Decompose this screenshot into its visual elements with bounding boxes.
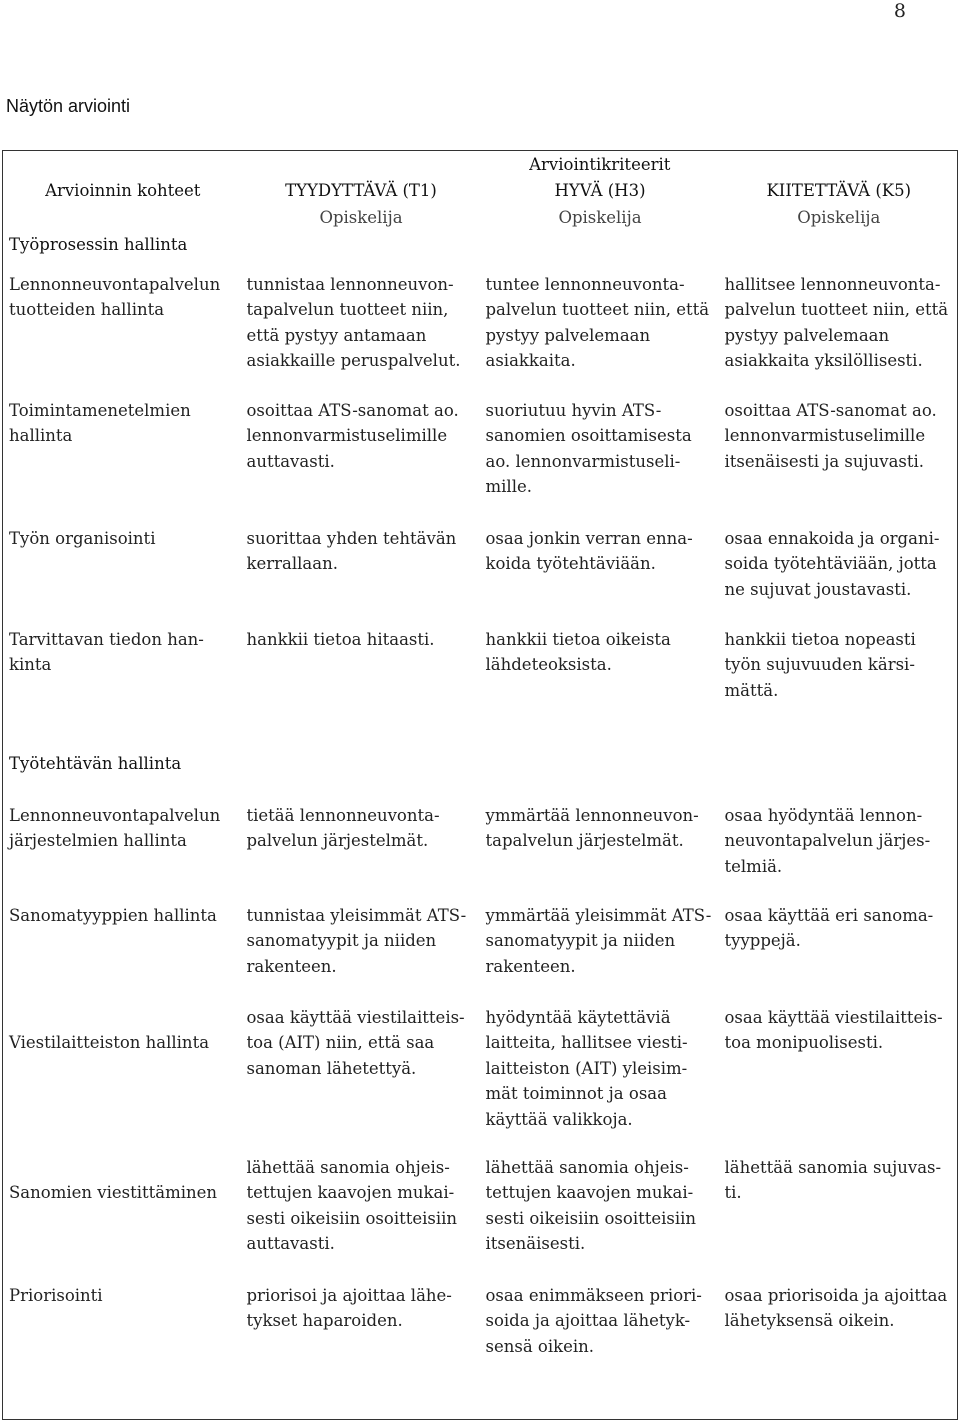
criterion-k5: osaa priorisoida ja ajoittaa lähetyksensä oikein. — [724, 1285, 948, 1330]
table-row — [3, 627, 958, 751]
assessment-target: Lennonneuvontapalvelun tuotteiden hallinta — [9, 274, 221, 319]
criterion-t1: osaa käyttää viestilaitteis-toa (AIT) niin, että saa sanoman lähetettyä. — [246, 1007, 465, 1078]
criterion-h3: hyödyntää käytettäviä laitteita, hallitsee viesti-laitteiston (AIT) yleisim-mät toiminnot ja osaa käyttää valikkoja. — [485, 1007, 688, 1129]
criterion-k5: hallitsee lennonneuvonta-palvelun tuotteet niin, että pystyy palvelemaan asiakkaita yksilöllisesti. — [724, 274, 949, 370]
level-header-t1: TYYDYTTÄVÄ (T1) — [285, 180, 437, 200]
criterion-t1: tunnistaa lennonneuvon-tapalvelun tuotteet niin, että pystyy antamaan asiakkaille peruspalvelut. — [246, 274, 461, 370]
criterion-h3: osaa jonkin verran enna-koida työtehtäviään. — [485, 528, 693, 573]
table-row — [3, 1283, 958, 1420]
subheader-h3: Opiskelija — [558, 207, 642, 227]
criterion-k5: osaa käyttää eri sanoma-tyyppejä. — [724, 905, 934, 950]
criterion-t1: hankkii tietoa hitaasti. — [246, 629, 435, 649]
criterion-h3: lähettää sanomia ohjeis-tettujen kaavojen mukai-sesti oikeisiin osoitteisiin itsenäisesti. — [485, 1157, 697, 1253]
criterion-k5: osaa hyödyntää lennon-neuvontapalvelun järjes-telmiä. — [724, 805, 931, 876]
criterion-h3: suoriutuu hyvin ATS-sanomien osoittamisesta ao. lennonvarmistuseli-mille. — [485, 400, 692, 496]
section-heading: Näytön arviointi — [6, 96, 131, 116]
criterion-t1: tunnistaa yleisimmät ATS-sanomatyypit ja niiden rakenteen. — [246, 905, 467, 976]
subheader-k5: Opiskelija — [797, 207, 881, 227]
assessment-target: Sanomatyyppien hallinta — [9, 905, 217, 925]
criterion-h3: tuntee lennonneuvonta-palvelun tuotteet niin, että pystyy palvelemaan asiakkaita. — [485, 274, 710, 370]
level-header-row — [3, 178, 958, 205]
assessment-target: Lennonneuvontapalvelun järjestelmien hallinta — [9, 805, 221, 850]
table-row — [3, 803, 958, 903]
group-title: Työtehtävän hallinta — [9, 753, 182, 773]
table-row — [3, 398, 958, 526]
criterion-k5: lähettää sanomia sujuvas-ti. — [724, 1157, 942, 1202]
criterion-k5: osaa käyttää viestilaitteis-toa monipuolisesti. — [724, 1007, 943, 1052]
table-row — [3, 272, 958, 398]
table-row — [3, 526, 958, 627]
criteria-title: Arviointikriteerit — [529, 155, 671, 174]
assessment-target: Työn organisointi — [9, 528, 156, 548]
assessment-criteria-table — [2, 150, 958, 1420]
criterion-h3: ymmärtää lennonneuvon-tapalvelun järjestelmät. — [485, 805, 699, 850]
level-header-k5: KIITETTÄVÄ (K5) — [766, 180, 912, 200]
group-title: Työprosessin hallinta — [9, 234, 188, 254]
level-header-h3: HYVÄ (H3) — [554, 180, 646, 200]
assessment-target: Priorisointi — [9, 1285, 103, 1305]
criterion-t1: lähettää sanomia ohjeis-tettujen kaavojen mukai-sesti oikeisiin osoitteisiin auttavasti. — [246, 1157, 458, 1253]
criterion-h3: hankkii tietoa oikeista lähdeteoksista. — [485, 629, 671, 674]
subheader-t1: Opiskelija — [319, 207, 403, 227]
table-row — [3, 1155, 958, 1283]
criterion-h3: ymmärtää yleisimmät ATS-sanomatyypit ja niiden rakenteen. — [485, 905, 712, 976]
criterion-t1: osoittaa ATS-sanomat ao. lennonvarmistuselimille auttavasti. — [246, 400, 459, 471]
assessment-target: Sanomien viestittäminen — [9, 1182, 218, 1202]
target-header: Arvioinnin kohteet — [45, 180, 201, 200]
criterion-k5: osoittaa ATS-sanomat ao. lennonvarmistuselimille itsenäisesti ja sujuvasti. — [724, 400, 937, 471]
criterion-k5: hankkii tietoa nopeasti työn sujuvuuden kärsi-mättä. — [724, 629, 916, 700]
group-heading-row — [3, 751, 958, 803]
criteria-title-row — [3, 151, 958, 178]
table-row — [3, 903, 958, 1005]
assessment-target: Toimintamenetelmien hallinta — [9, 400, 191, 445]
table-row — [3, 1005, 958, 1155]
student-subheader-row — [3, 205, 958, 232]
assessment-target: Tarvittavan tiedon han-kinta — [9, 629, 204, 674]
group-heading-row — [3, 232, 958, 272]
page-number: 8 — [893, 0, 906, 22]
criterion-k5: osaa ennakoida ja organi-soida työtehtäviään, jotta ne sujuvat joustavasti. — [724, 528, 940, 599]
criterion-t1: tietää lennonneuvonta-palvelun järjestelmät. — [246, 805, 440, 850]
assessment-target: Viestilaitteiston hallinta — [9, 1032, 210, 1052]
criterion-h3: osaa enimmäkseen priori-soida ja ajoittaa lähetyk-sensä oikein. — [485, 1285, 702, 1356]
criterion-t1: priorisoi ja ajoittaa lähe-tykset haparoiden. — [246, 1285, 452, 1330]
criterion-t1: suorittaa yhden tehtävän kerrallaan. — [246, 528, 457, 573]
